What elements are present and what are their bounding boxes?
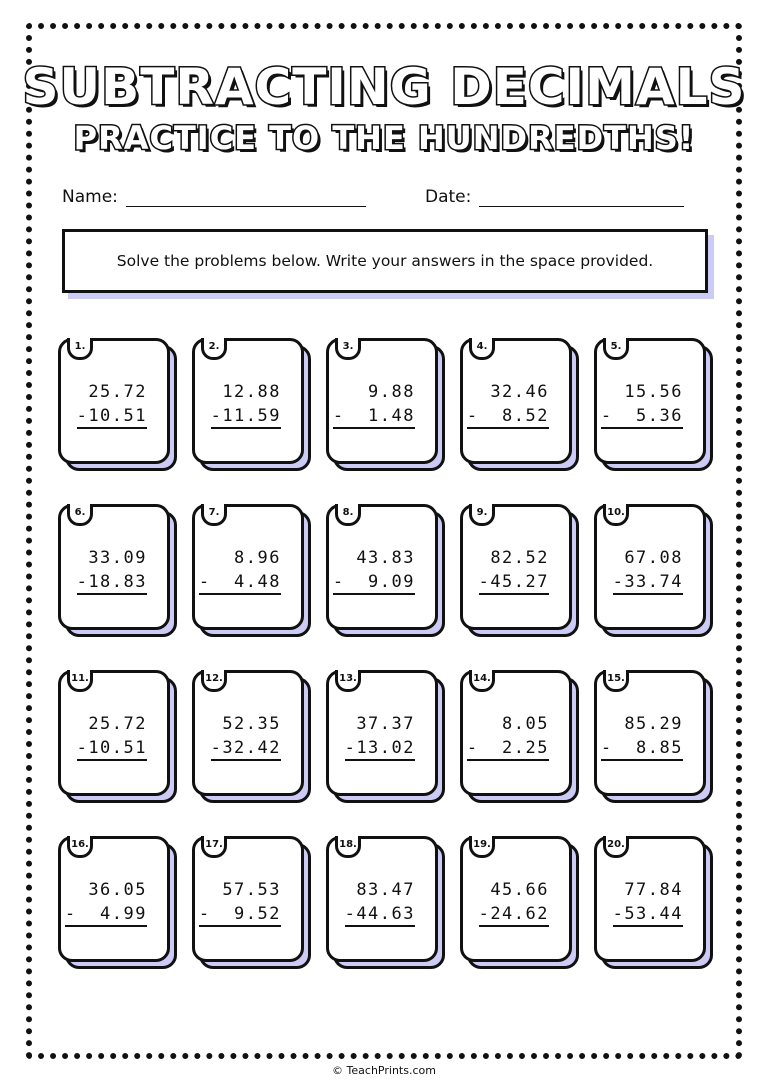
problem-card	[326, 338, 450, 478]
minuend: 82.52	[490, 548, 549, 568]
problem-number: 1.	[67, 338, 93, 360]
problem-card	[460, 670, 584, 810]
minuend: 77.84	[624, 880, 683, 900]
problem-card	[326, 670, 450, 810]
subtrahend: -53.44	[613, 904, 683, 927]
card-face[interactable]	[192, 836, 304, 962]
subtrahend: - 8.85	[601, 738, 683, 761]
problem-number: 20.	[603, 836, 629, 858]
subtrahend: -18.83	[77, 572, 147, 595]
date-label: Date:	[425, 187, 472, 207]
problem-card	[192, 836, 316, 976]
name-field[interactable]	[62, 186, 366, 207]
name-input-line[interactable]	[126, 186, 366, 207]
problem-number: 17.	[201, 836, 227, 858]
problem-number: 15.	[603, 670, 629, 692]
card-face[interactable]	[58, 670, 170, 796]
minuend: 85.29	[624, 714, 683, 734]
problem-card	[594, 338, 718, 478]
problem-number: 18.	[335, 836, 361, 858]
problem-number: 2.	[201, 338, 227, 360]
problem-card	[460, 504, 584, 644]
problem-number: 12.	[201, 670, 227, 692]
card-face[interactable]	[326, 836, 438, 962]
date-input-line[interactable]	[479, 186, 684, 207]
subtrahend: -11.59	[211, 406, 281, 429]
problem-card	[594, 836, 718, 976]
problem-number: 9.	[469, 504, 495, 526]
subtrahend: -44.63	[345, 904, 415, 927]
instructions-box	[62, 229, 714, 299]
minuend: 12.88	[222, 382, 281, 402]
problem-card	[58, 504, 182, 644]
problem-number: 16.	[67, 836, 93, 858]
problem-number: 6.	[67, 504, 93, 526]
problem-number: 5.	[603, 338, 629, 360]
card-face[interactable]	[594, 338, 706, 464]
card-face[interactable]	[192, 504, 304, 630]
problem-card	[594, 670, 718, 810]
problem-number: 4.	[469, 338, 495, 360]
problem-card	[594, 504, 718, 644]
problem-card	[192, 504, 316, 644]
card-face[interactable]	[594, 670, 706, 796]
card-face[interactable]	[192, 670, 304, 796]
card-face[interactable]	[460, 836, 572, 962]
card-face[interactable]	[594, 504, 706, 630]
problem-number: 11.	[67, 670, 93, 692]
minuend: 25.72	[88, 382, 147, 402]
card-face[interactable]	[460, 338, 572, 464]
minuend: 67.08	[624, 548, 683, 568]
instructions-text: Solve the problems below. Write your answers in the space provided.	[62, 229, 708, 293]
page-subtitle: PRACTICE TO THE HUNDREDTHS!	[73, 119, 695, 157]
minuend: 43.83	[356, 548, 415, 568]
subtrahend: - 2.25	[467, 738, 549, 761]
subtrahend: -10.51	[77, 738, 147, 761]
card-face[interactable]	[326, 504, 438, 630]
problem-card	[460, 338, 584, 478]
problem-card	[192, 338, 316, 478]
card-face[interactable]	[58, 836, 170, 962]
page-title: SUBTRACTING DECIMALS	[22, 58, 746, 116]
subtrahend: -32.42	[211, 738, 281, 761]
subtrahend: -13.02	[345, 738, 415, 761]
problem-card	[460, 836, 584, 976]
subtrahend: -24.62	[479, 904, 549, 927]
minuend: 32.46	[490, 382, 549, 402]
subtrahend: -33.74	[613, 572, 683, 595]
minuend: 33.09	[88, 548, 147, 568]
subtrahend: - 5.36	[601, 406, 683, 429]
card-face[interactable]	[594, 836, 706, 962]
card-face[interactable]	[460, 670, 572, 796]
subtrahend: - 9.09	[333, 572, 415, 595]
name-label: Name:	[62, 187, 118, 207]
card-face[interactable]	[58, 504, 170, 630]
subtrahend: - 8.52	[467, 406, 549, 429]
problem-number: 3.	[335, 338, 361, 360]
minuend: 8.96	[234, 548, 281, 568]
subtrahend: -10.51	[77, 406, 147, 429]
minuend: 8.05	[502, 714, 549, 734]
minuend: 36.05	[88, 880, 147, 900]
minuend: 25.72	[88, 714, 147, 734]
subtrahend: - 1.48	[333, 406, 415, 429]
subtrahend: -45.27	[479, 572, 549, 595]
problem-number: 7.	[201, 504, 227, 526]
minuend: 52.35	[222, 714, 281, 734]
minuend: 37.37	[356, 714, 415, 734]
problem-number: 10.	[603, 504, 629, 526]
problem-card	[326, 504, 450, 644]
minuend: 83.47	[356, 880, 415, 900]
subtrahend: - 4.48	[199, 572, 281, 595]
minuend: 57.53	[222, 880, 281, 900]
minuend: 15.56	[624, 382, 683, 402]
problem-card	[58, 670, 182, 810]
card-face[interactable]	[192, 338, 304, 464]
problem-card	[326, 836, 450, 976]
problem-number: 14.	[469, 670, 495, 692]
problem-number: 13.	[335, 670, 361, 692]
card-face[interactable]	[58, 338, 170, 464]
date-field[interactable]	[425, 186, 684, 207]
card-face[interactable]	[460, 504, 572, 630]
card-face[interactable]	[326, 338, 438, 464]
problem-card	[58, 338, 182, 478]
copyright-footer: © TeachPrints.com	[332, 1064, 436, 1077]
subtrahend: - 4.99	[65, 904, 147, 927]
minuend: 45.66	[490, 880, 549, 900]
subtrahend: - 9.52	[199, 904, 281, 927]
problem-card	[58, 836, 182, 976]
minuend: 9.88	[368, 382, 415, 402]
problem-number: 19.	[469, 836, 495, 858]
card-face[interactable]	[326, 670, 438, 796]
problem-number: 8.	[335, 504, 361, 526]
problem-card	[192, 670, 316, 810]
